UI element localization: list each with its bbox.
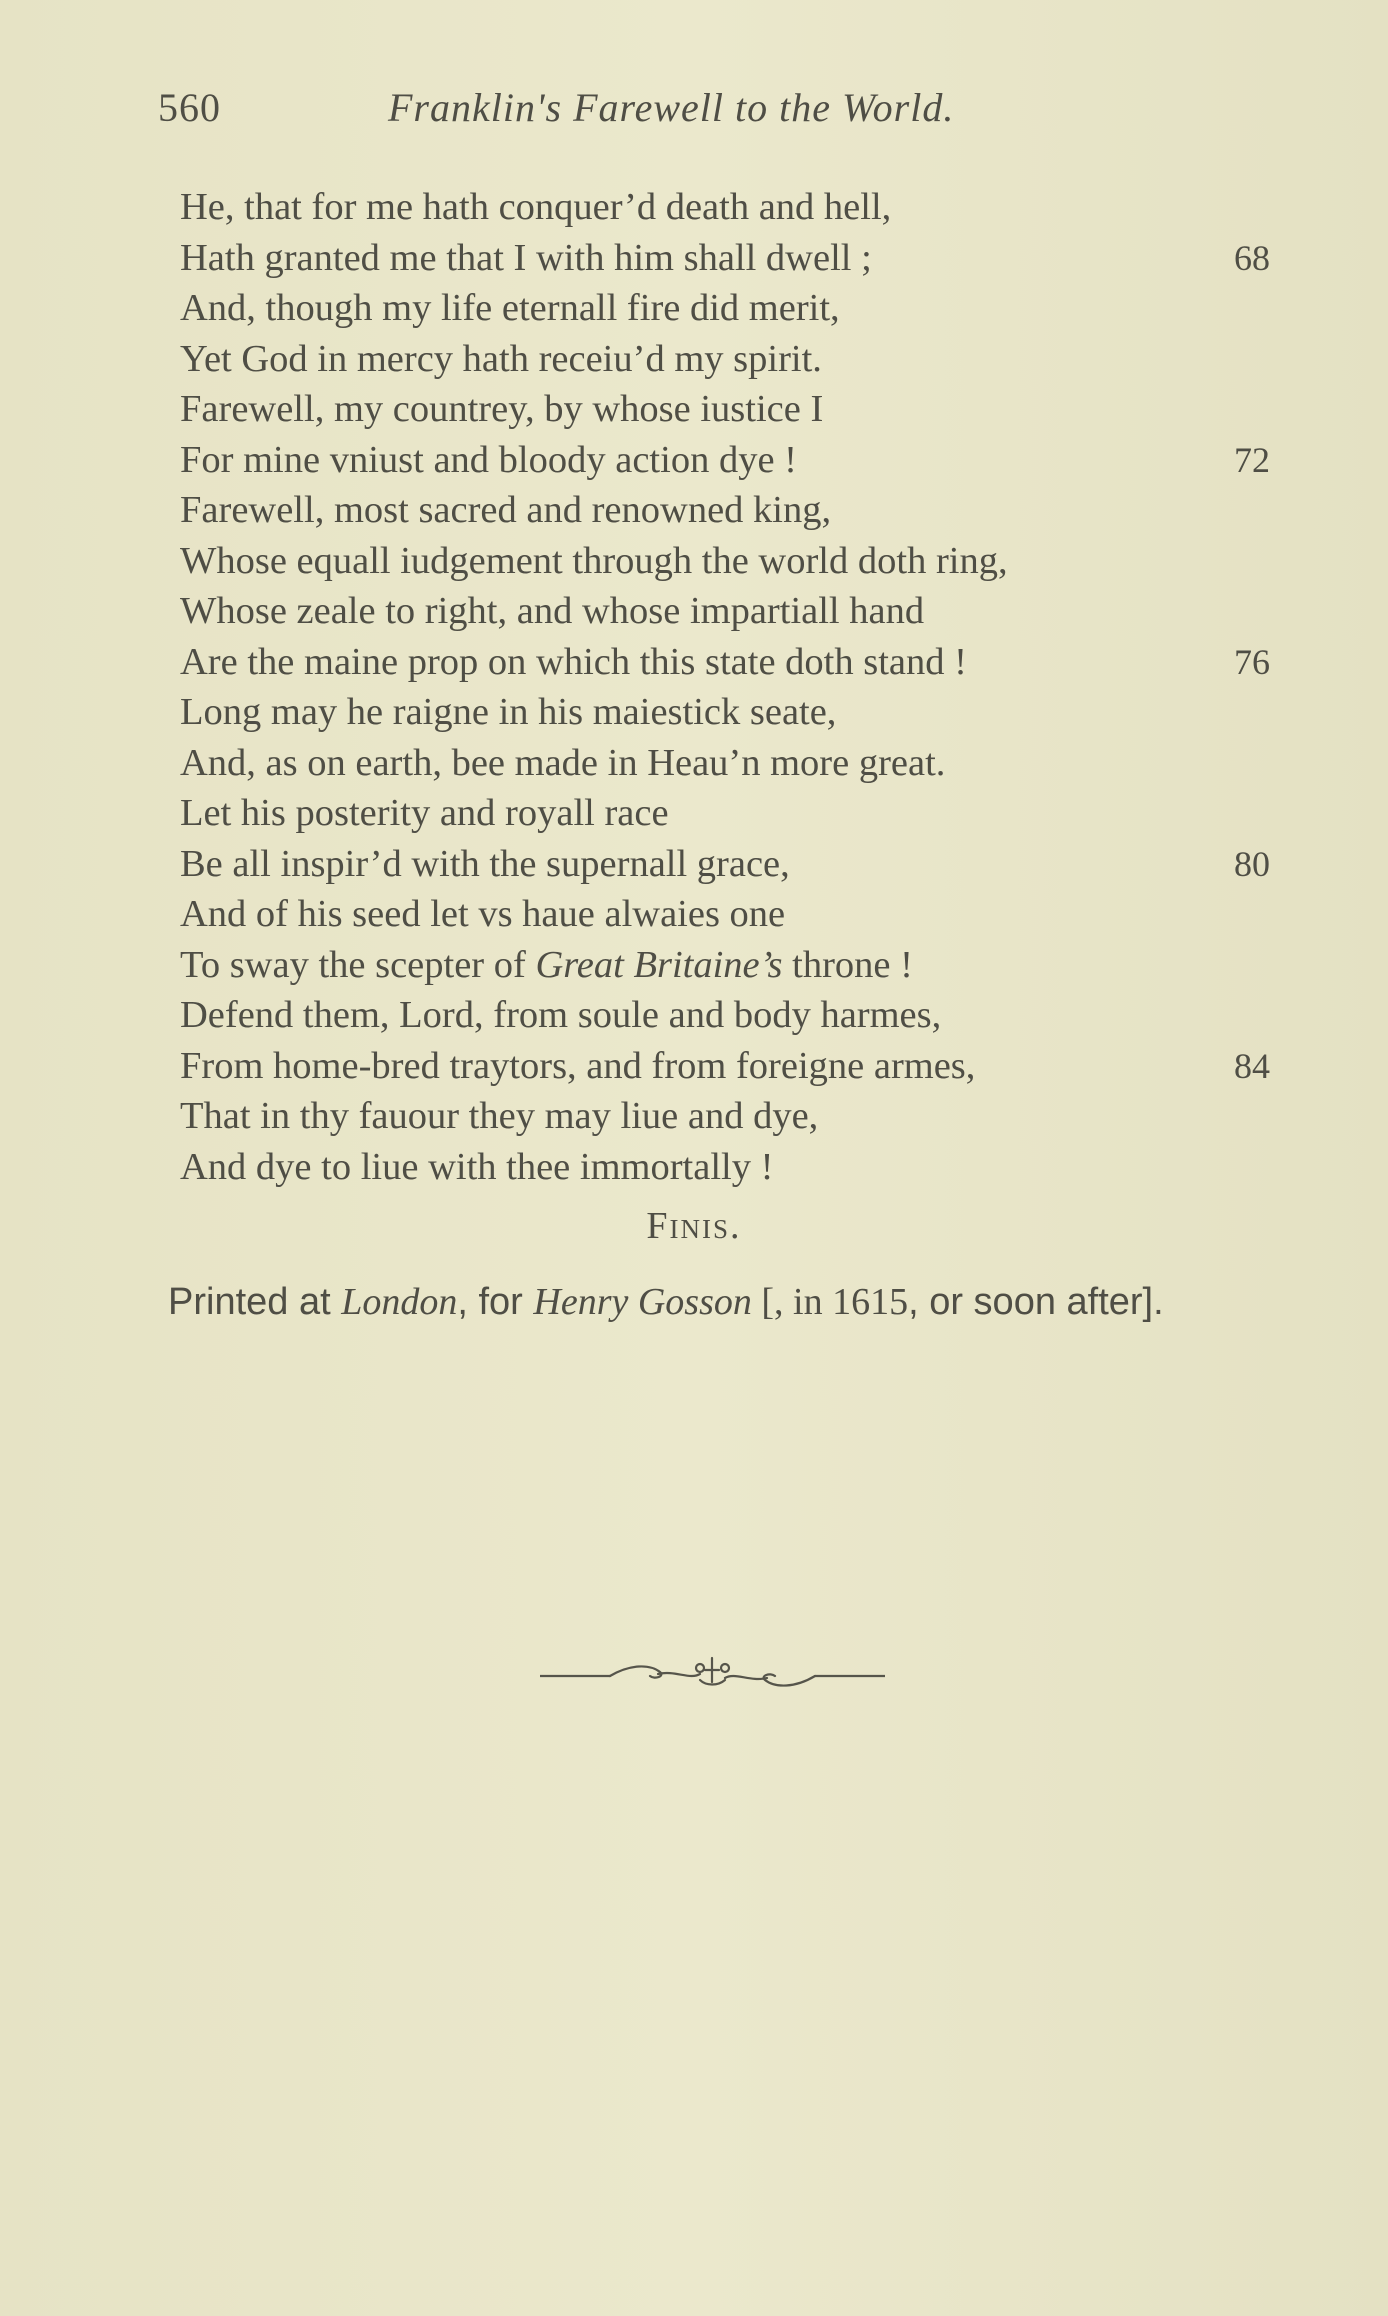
line-number: 76: [1234, 641, 1270, 682]
line-number: 84: [1234, 1045, 1270, 1086]
line-number: 80: [1234, 843, 1270, 884]
verse-line: [180, 586, 1270, 637]
verse-text: Hath granted me that I with him shall dwell ;: [180, 236, 872, 279]
verse-line: [180, 536, 1270, 587]
verse-line: [180, 435, 1270, 486]
imprint-suffix-close: , or soon after].: [908, 1281, 1164, 1323]
verse-text: Let his posterity and royall race: [180, 792, 669, 834]
verse-text: [180, 940, 913, 990]
verse-line: [180, 940, 1270, 991]
verse-text: That in thy fauour they may liue and dye,: [180, 1095, 819, 1137]
verse-text: And, though my life eternall fire did merit,: [180, 287, 840, 329]
verse-line: [180, 283, 1270, 334]
imprint-suffix-open: [, in: [751, 1281, 833, 1323]
verse-line: [180, 485, 1270, 536]
verse-line: [180, 384, 1270, 435]
verse-line: [180, 182, 1270, 233]
verse-line: [180, 1142, 1270, 1193]
running-title: Franklin's Farewell to the World.: [388, 85, 955, 130]
poem-body: [180, 182, 1270, 1192]
verse-text: Be all inspir’d with the supernall grace,: [180, 842, 790, 885]
verse-text: Are the maine prop on which this state doth stand !: [180, 640, 967, 683]
verse-text: Yet God in mercy hath receiu’d my spirit.: [180, 337, 822, 380]
verse-line: [180, 839, 1270, 890]
line-number: 68: [1234, 237, 1270, 278]
imprint-year: 1615: [832, 1281, 909, 1323]
verse-text: Whose equall iudgement through the world doth ring,: [180, 539, 1008, 582]
verse-text-after: throne !: [782, 943, 913, 986]
finis-heading: Finis.: [646, 1205, 742, 1247]
verse-text: From home-bred traytors, and from foreigne armes,: [180, 1044, 976, 1087]
imprint-line: [168, 1280, 1164, 1324]
verse-text: Whose zeale to right, and whose impartiall hand: [180, 590, 925, 632]
verse-text: Defend them, Lord, from soule and body harmes,: [180, 994, 942, 1036]
verse-text-italic: Great Britaine’s: [535, 943, 783, 986]
verse-text: Farewell, most sacred and renowned king,: [180, 489, 832, 531]
verse-line: [180, 788, 1270, 839]
verse-text: For mine vniust and bloody action dye !: [180, 438, 797, 481]
verse-text: Farewell, my countrey, by whose iustice I: [180, 388, 824, 430]
verse-line: [180, 990, 1270, 1041]
imprint-printer: Henry Gosson: [533, 1281, 752, 1323]
verse-line: [180, 1091, 1270, 1142]
imprint-mid: , for: [457, 1281, 534, 1323]
verse-line: [180, 1041, 1270, 1092]
line-number: 72: [1234, 439, 1270, 480]
imprint-place: London: [341, 1281, 458, 1323]
verse-line: [180, 738, 1270, 789]
verse-text: And, as on earth, bee made in Heau’n more great.: [180, 741, 946, 784]
verse-text: And of his seed let vs haue alwaies one: [180, 893, 786, 935]
verse-line: [180, 889, 1270, 940]
page-number: 560: [158, 85, 221, 130]
printers-flourish-ornament-icon: [540, 1650, 885, 1700]
verse-line: [180, 334, 1270, 385]
running-head: [158, 84, 1058, 144]
verse-line: [180, 637, 1270, 688]
verse-text: And dye to liue with thee immortally !: [180, 1145, 774, 1188]
verse-line: [180, 233, 1270, 284]
verse-line: [180, 687, 1270, 738]
imprint-prefix: Printed at: [168, 1281, 342, 1323]
verse-text: He, that for me hath conquer’d death and hell,: [180, 186, 892, 228]
verse-text-before: To sway the scepter of: [180, 943, 536, 986]
verse-text: Long may he raigne in his maiestick seate,: [180, 691, 837, 733]
